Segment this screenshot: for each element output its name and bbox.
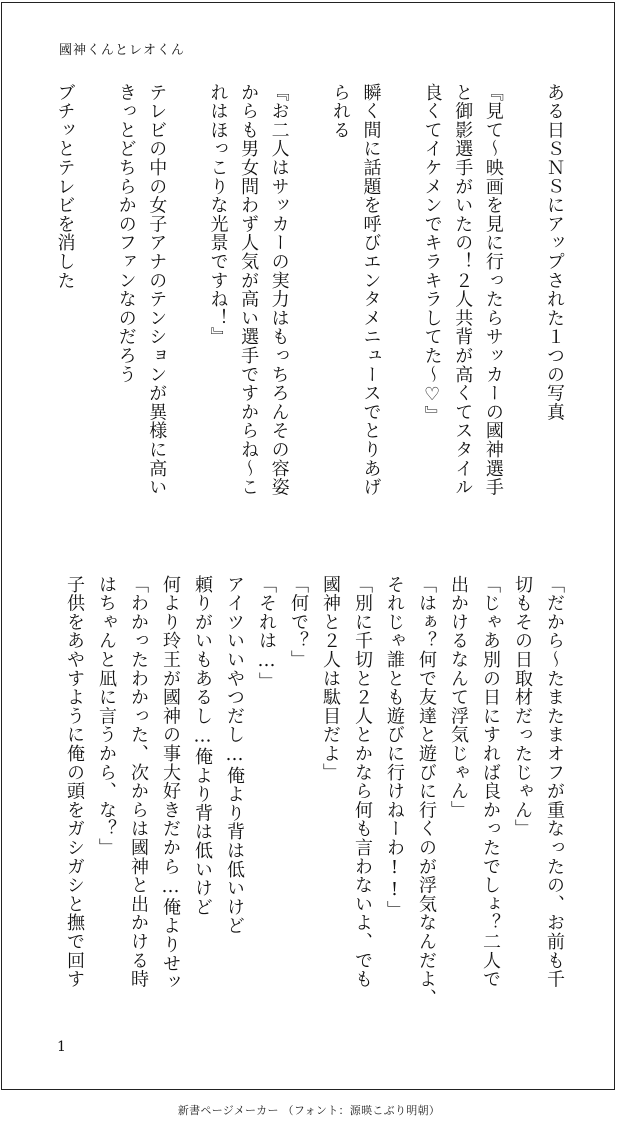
text-column: はちゃんと凪に言うから、な？」	[96, 575, 117, 857]
story-bottom-block	[50, 575, 570, 1035]
text-column: 頼りがいもあるし…俺より背は低いけど	[192, 575, 213, 917]
text-column: 「別に千切と２人とかなら何も言わないよ、でも	[352, 575, 373, 989]
page-title: 國神くんとレオくん	[59, 43, 186, 58]
text-column: 「わかったわかった、次からは國神と出かける時	[128, 575, 149, 989]
text-column: 良くてイケメンでキラキラしてた〜♡』	[421, 83, 443, 425]
blank-line	[81, 83, 112, 543]
footer-credit: 新書ページメーカー （フォント：源暎こぶり明朝）	[177, 1104, 441, 1117]
blank-line	[509, 83, 540, 543]
text-column: テレビの中の女子アナのテンションが異様に高い	[146, 83, 168, 497]
text-column: 何より玲王が國神の事大好きだから…俺よりせッ	[160, 575, 181, 992]
text-column: それじゃ誰とも遊びに行けねーわ!!」	[384, 575, 405, 920]
text-column: アイツいいやつだし…俺より背は低いけど	[224, 575, 245, 936]
text-column: 「はぁ？何で友達と遊びに行くのが浮気なんだよ、	[416, 575, 437, 1008]
text-column: 『見て〜映画を見に行ったらサッカーの國神選手	[482, 83, 504, 497]
text-column: 『お二人はサッカーの実力はもっちろんその容姿	[268, 83, 290, 497]
text-column: 瞬く間に話題を呼びエンタメニュースでとりあげ	[360, 83, 382, 497]
text-column: きっとどちらかのファンなのだろう	[115, 83, 137, 384]
text-column: 國神と２人は駄目だよ」	[320, 575, 341, 782]
text-column: れはほっこりな光景ですね！』	[207, 83, 229, 347]
text-column: 「何で？」	[288, 575, 309, 669]
page-frame	[1, 2, 615, 1090]
text-column: 出かけるなんて浮気じゃん」	[448, 575, 469, 820]
page-number: 1	[57, 1039, 66, 1055]
blank-line	[172, 83, 203, 543]
text-column: からも男女問わず人気が高い選手ですからね〜こ	[238, 83, 260, 497]
blank-line	[295, 83, 326, 543]
text-column: ある日ＳＮＳにアップされた１つの写真	[544, 83, 565, 422]
text-column: と御影選手がいたの！２人共背が高くてスタイル	[452, 83, 474, 497]
text-column: 「だから〜たまたまオフが重なったの、お前も千	[544, 575, 565, 989]
text-column: 切もその日取材だったじゃん」	[512, 575, 533, 839]
text-column: 子供をあやすように俺の頭をガシガシと撫で回す	[64, 575, 85, 989]
text-column: ブチッとテレビを消した	[54, 83, 76, 290]
blank-line	[386, 83, 417, 543]
text-column: 「じゃあ別の日にすれば良かったでしょ？二人で	[480, 575, 501, 989]
text-column: 「それは…」	[256, 575, 277, 691]
text-column: られる	[329, 83, 351, 140]
story-top-block	[50, 83, 570, 543]
